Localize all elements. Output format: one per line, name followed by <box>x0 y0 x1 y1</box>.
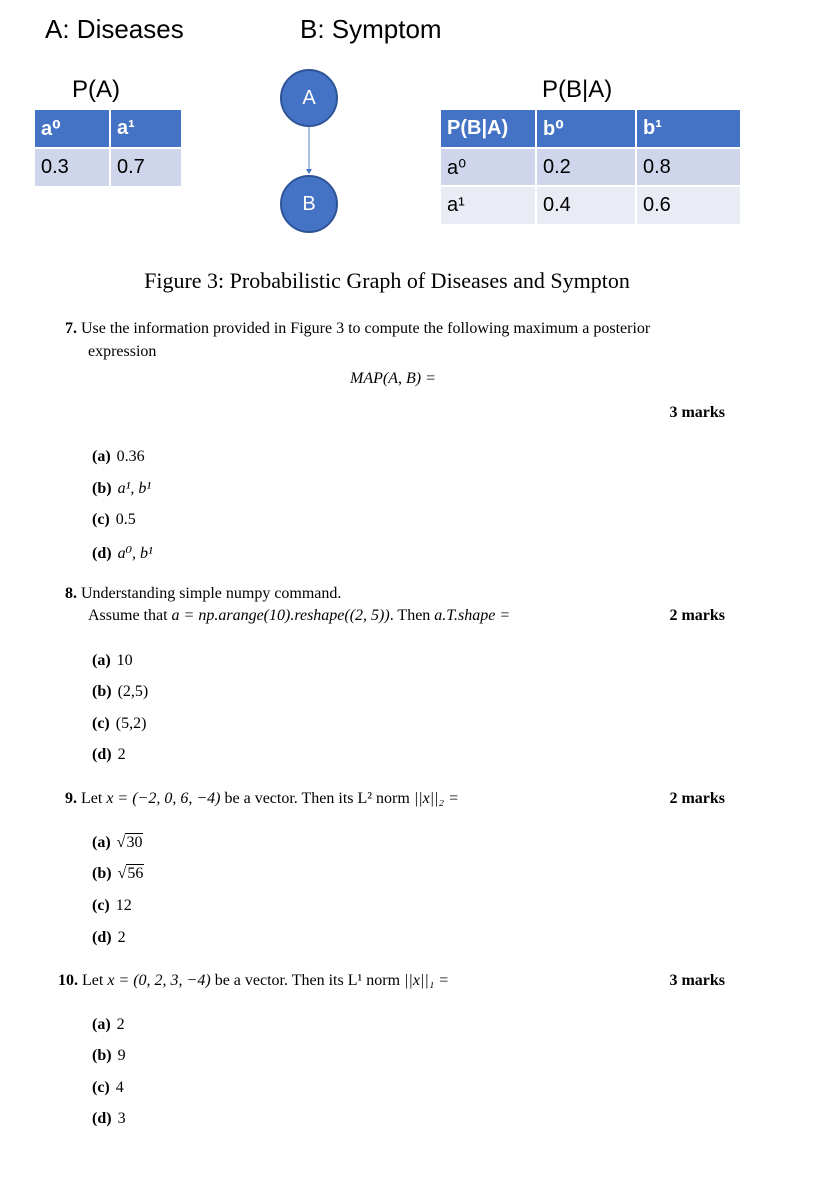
q7-option-d-label: (d) <box>92 545 112 562</box>
q9-option-c[interactable] <box>92 897 132 915</box>
q10-option-a[interactable] <box>92 1016 125 1034</box>
q7-option-d-text: a⁰, b¹ <box>117 545 153 562</box>
q9-option-a[interactable] <box>92 834 143 852</box>
pba-row-a0-b0: 0.2 <box>536 148 636 186</box>
q8-marks: 2 marks <box>669 607 725 624</box>
q10-text-mid: be a vector. Then its <box>210 972 348 989</box>
q9-expr2: ||x||₂ = <box>413 790 459 807</box>
q10-text <box>58 972 449 990</box>
q10-option-c[interactable] <box>92 1079 124 1097</box>
q9-text-prefix: Let <box>81 790 107 807</box>
q10-expr2: ||x||₁ = <box>404 972 450 989</box>
q10-option-a-text: 2 <box>116 1016 125 1033</box>
pba-row-a1-b0: 0.4 <box>536 186 636 224</box>
q8-option-d[interactable] <box>92 746 126 764</box>
q7-text <box>65 320 650 338</box>
pba-header-b0: b⁰ <box>536 110 636 148</box>
q8-option-b[interactable] <box>92 683 148 701</box>
q10-option-d[interactable] <box>92 1110 126 1128</box>
q10-norm-name: L¹ norm <box>347 972 401 989</box>
q7-number: 7. <box>65 320 77 337</box>
q9-norm-name: L² norm <box>357 790 410 807</box>
q8-text-line1: Understanding simple numpy command. <box>81 585 342 602</box>
q10-expr1: x = (0, 2, 3, −4) <box>107 972 211 989</box>
q8-option-b-text: (2,5) <box>117 683 149 700</box>
title-diseases: A: Diseases <box>45 14 184 44</box>
q9-option-d-label: (d) <box>92 929 112 946</box>
q7-option-c-label: (c) <box>92 511 110 528</box>
q9-number: 9. <box>65 790 77 807</box>
q7-option-a[interactable] <box>92 448 145 466</box>
q9-option-b[interactable] <box>92 865 144 883</box>
q10-option-c-text: 4 <box>115 1079 124 1096</box>
q9-option-c-text: 12 <box>115 897 132 914</box>
pba-row-a1-label: a¹ <box>441 186 536 224</box>
q7-option-b[interactable] <box>92 480 151 498</box>
edge-arrowhead <box>306 169 312 174</box>
pa-header-a1: a¹ <box>110 110 182 148</box>
pba-row-a1-b1: 0.6 <box>636 186 741 224</box>
q10-option-c-label: (c) <box>92 1079 110 1096</box>
q8-option-a-text: 10 <box>116 652 133 669</box>
q9-marks: 2 marks <box>669 790 725 807</box>
q10-option-b[interactable] <box>92 1047 126 1065</box>
q10-marks: 3 marks <box>669 972 725 989</box>
q9-option-d-text: 2 <box>117 929 126 946</box>
q9-option-b-radical: √ <box>117 865 127 882</box>
q8-number: 8. <box>65 585 77 602</box>
q7-option-a-text: 0.36 <box>116 448 145 465</box>
q7-option-b-label: (b) <box>92 480 112 497</box>
q8-text-line2 <box>88 607 510 625</box>
q9-option-c-label: (c) <box>92 897 110 914</box>
q9-option-a-label: (a) <box>92 834 111 851</box>
q8-text <box>65 585 341 603</box>
q8-option-d-label: (d) <box>92 746 112 763</box>
q7-marks: 3 marks <box>669 404 725 421</box>
pba-table <box>441 110 742 224</box>
pba-header-label: P(B|A) <box>441 110 536 148</box>
q7-option-c[interactable] <box>92 511 136 529</box>
q10-option-b-label: (b) <box>92 1047 112 1064</box>
q10-number: 10. <box>58 972 78 989</box>
q7-option-c-text: 0.5 <box>115 511 136 528</box>
q7-text-line2: expression <box>88 343 157 360</box>
q8-text-mid: . Then <box>389 607 435 624</box>
q7-option-d[interactable] <box>92 543 153 563</box>
q9-text-mid: be a vector. Then its <box>220 790 358 807</box>
q8-option-a-label: (a) <box>92 652 111 669</box>
q9-option-b-label: (b) <box>92 865 112 882</box>
pa-caption: P(A) <box>72 76 120 103</box>
pa-value-a0: 0.3 <box>35 148 110 186</box>
pba-header-b1: b¹ <box>636 110 741 148</box>
q8-option-a[interactable] <box>92 652 133 670</box>
q10-option-d-label: (d) <box>92 1110 112 1127</box>
q10-option-d-text: 3 <box>117 1110 126 1127</box>
q10-option-a-label: (a) <box>92 1016 111 1033</box>
q9-option-b-text: 56 <box>127 865 144 882</box>
pba-row-a0-b1: 0.8 <box>636 148 741 186</box>
q8-text-prefix: Assume that <box>88 607 172 624</box>
q9-option-a-radical: √ <box>116 834 126 851</box>
q8-option-c-label: (c) <box>92 715 110 732</box>
q10-option-b-text: 9 <box>117 1047 126 1064</box>
q9-option-a-text: 30 <box>126 834 143 851</box>
title-symptom: B: Symptom <box>300 14 442 44</box>
q7-formula: MAP(A, B) = <box>350 370 436 387</box>
q7-option-b-text: a¹, b¹ <box>117 480 152 497</box>
figure-caption: Figure 3: Probabilistic Graph of Diseases and Sympton <box>144 268 630 293</box>
pba-row-a0-label: a⁰ <box>441 148 536 186</box>
node-b: B <box>280 175 338 233</box>
q8-expr1: a = np.arange(10).reshape((2, 5)) <box>171 607 390 624</box>
q8-option-c-text: (5,2) <box>115 715 147 732</box>
pba-caption: P(B|A) <box>542 76 613 103</box>
pa-header-a0: a⁰ <box>35 110 110 148</box>
q8-option-d-text: 2 <box>117 746 126 763</box>
q8-option-c[interactable] <box>92 715 146 733</box>
q8-expr2: a.T.shape = <box>434 607 511 624</box>
q10-text-prefix: Let <box>82 972 108 989</box>
q9-text <box>65 790 459 808</box>
q8-option-b-label: (b) <box>92 683 112 700</box>
q7-text-line1: Use the information provided in Figure 3 to compute the following maximum a posterior <box>81 320 651 337</box>
q9-option-d[interactable] <box>92 929 126 947</box>
node-a: A <box>280 69 338 127</box>
pa-value-a1: 0.7 <box>110 148 182 186</box>
q7-option-a-label: (a) <box>92 448 111 465</box>
q9-expr1: x = (−2, 0, 6, −4) <box>106 790 221 807</box>
